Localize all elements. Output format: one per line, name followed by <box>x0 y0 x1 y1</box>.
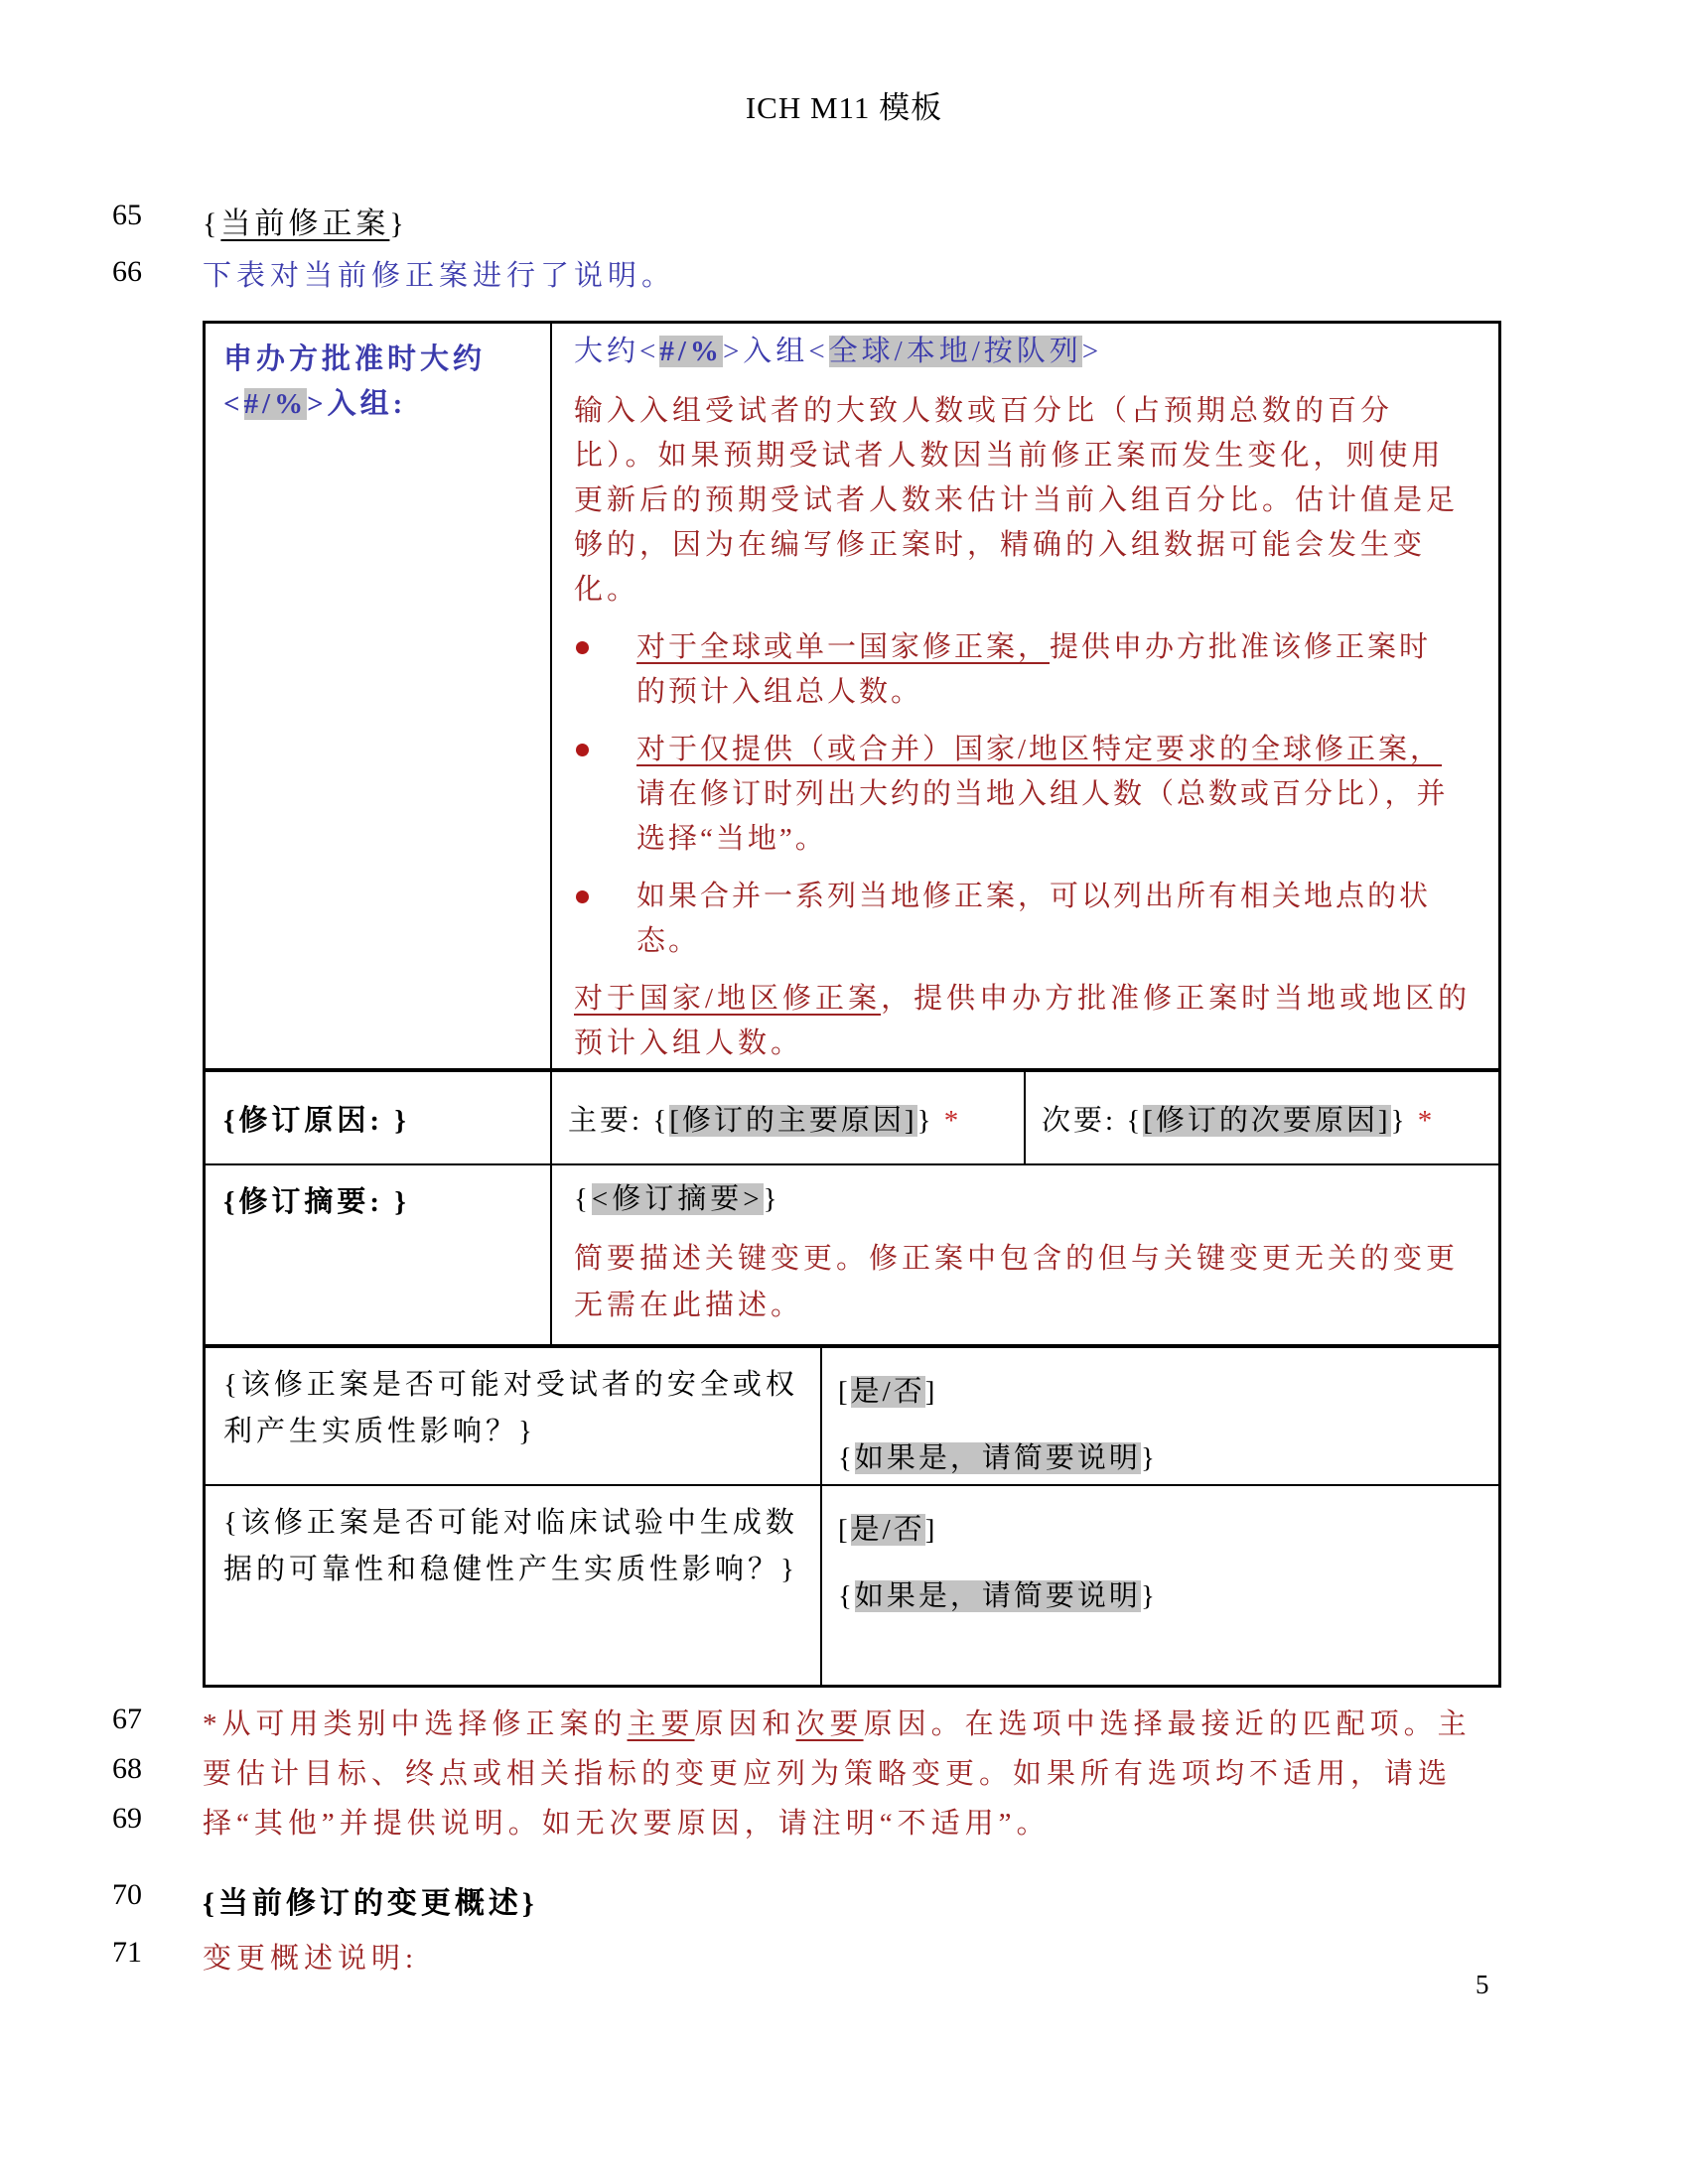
list-item <box>574 625 1477 715</box>
enrolment-label-cell <box>206 324 552 1068</box>
line-number-70: 70 <box>112 1878 142 1911</box>
number-percent-field[interactable]: #/% <box>659 336 723 367</box>
footnote-text: 原因和 <box>694 1708 796 1740</box>
secondary-reason-text <box>1042 1098 1435 1139</box>
bracket: [ <box>838 1514 851 1546</box>
closing-lead: 对于国家/地区修正案 <box>574 983 882 1015</box>
primary-reason-cell <box>552 1072 1026 1163</box>
scope-field[interactable]: 全球/本地/按队列 <box>828 336 1082 367</box>
summary-label-cell: {修订摘要: } <box>206 1165 552 1344</box>
bullet-lead: 对于仅提供（或合并）国家/地区特定要求的全球修正案， <box>636 734 1443 765</box>
heading-current-amendment <box>203 199 408 242</box>
heading-change-overview: {当前修订的变更概述} <box>203 1887 538 1920</box>
bullet-lead: 对于全球或单一国家修正案， <box>636 631 1051 663</box>
angle-bracket: > <box>1081 336 1103 367</box>
brace: } <box>763 1183 781 1215</box>
reliability-question-cell: {该修正案是否可能对临床试验中生成数据的可靠性和稳健性产生实质性影响？} <box>206 1486 822 1685</box>
bullet-icon <box>576 744 589 756</box>
brace: { <box>652 1104 670 1137</box>
bullet-rest: 如果合并一系列当地修正案，可以列出所有相关地点的状态。 <box>636 881 1432 957</box>
asterisk: * <box>1417 1104 1436 1137</box>
table-row-safety-question <box>206 1348 1498 1486</box>
bullet-text <box>636 875 1459 964</box>
yes-no-field[interactable]: 是/否 <box>850 1376 925 1408</box>
enrolment-value-line <box>574 330 1477 374</box>
secondary-prefix: 次要: <box>1042 1104 1127 1137</box>
closing-paragraph <box>574 977 1477 1066</box>
list-item <box>574 875 1477 964</box>
summary-value-cell <box>552 1165 1498 1344</box>
brace: { <box>838 1580 855 1612</box>
brace: } <box>916 1104 934 1137</box>
brace: { <box>1126 1104 1144 1137</box>
safety-answer-cell <box>822 1348 1498 1484</box>
reliability-answer-cell <box>822 1486 1498 1685</box>
line-number-66: 66 <box>112 255 142 288</box>
brace: { <box>203 207 221 240</box>
angle-bracket: < <box>808 336 829 367</box>
safety-question-cell: {该修正案是否可能对受试者的安全或权利产生实质性影响？} <box>206 1348 822 1484</box>
value-text: 大约 <box>574 336 640 367</box>
table-row-reliability-question <box>206 1486 1498 1685</box>
brace: } <box>389 207 408 240</box>
intro-sentence: 下表对当前修正案进行了说明。 <box>203 260 676 292</box>
primary-reason-field[interactable]: [修订的主要原因] <box>669 1104 917 1137</box>
value-text: 入组 <box>743 336 809 367</box>
page-title: ICH M11 模板 <box>745 90 943 125</box>
explain-line <box>838 1436 1482 1481</box>
line-number-65: 65 <box>112 199 142 231</box>
list-item <box>574 728 1477 862</box>
angle-bracket: < <box>639 336 660 367</box>
explain-field[interactable]: 如果是，请简要说明 <box>854 1442 1141 1474</box>
brace: { <box>838 1442 855 1474</box>
yes-no-line <box>838 1370 1482 1415</box>
bracket: ] <box>924 1514 938 1546</box>
secondary-reason-field[interactable]: [修订的次要原因] <box>1143 1104 1391 1137</box>
summary-field[interactable]: <修订摘要> <box>591 1183 764 1215</box>
asterisk: * <box>943 1104 962 1137</box>
primary-reason-text <box>568 1098 961 1139</box>
footnote-paragraph <box>203 1700 1493 1848</box>
footnote-text: 原因。在选项中选择最接近的匹配项。主要估计目标、终点或相关指标的变更应列为策略变更。如果所有选项均不适用，请选择“其他”并提供说明。如无次要原因，请注明“不适用”。 <box>203 1708 1472 1840</box>
angle-bracket: > <box>722 336 744 367</box>
brace: } <box>1140 1442 1158 1474</box>
table-row-reason <box>206 1072 1498 1165</box>
explain-field[interactable]: 如果是，请简要说明 <box>854 1580 1141 1612</box>
summary-guidance: 简要描述关键变更。修正案中包含的但与关键变更无关的变更无需在此描述。 <box>574 1243 1460 1321</box>
label-suffix: 入组: <box>327 388 407 420</box>
brace: { <box>574 1183 592 1215</box>
line-number-68: 68 <box>112 1752 142 1785</box>
amendment-details-table <box>203 321 1501 1688</box>
table-row-summary <box>206 1165 1498 1348</box>
closing-rest: ，提供申办方批准修正案时当地或地区的预计入组人数。 <box>574 983 1472 1059</box>
angle-bracket: < <box>223 388 244 420</box>
brace: } <box>1390 1104 1408 1137</box>
bracket: ] <box>924 1376 938 1408</box>
bullet-icon <box>576 890 589 903</box>
bullet-text <box>636 625 1459 715</box>
number-percent-field[interactable]: #/% <box>243 388 308 420</box>
primary-underlined: 主要 <box>627 1708 695 1740</box>
secondary-underlined: 次要 <box>795 1708 864 1740</box>
bullet-rest: 请在修订时列出大约的当地入组人数（总数或百分比），并选择“当地”。 <box>636 778 1449 855</box>
enrolment-value-cell <box>552 324 1498 1068</box>
table-row-enrolment <box>206 324 1498 1072</box>
brace: } <box>1140 1580 1158 1612</box>
primary-prefix: 主要: <box>568 1104 653 1137</box>
footnote-text: *从可用类别中选择修正案的 <box>203 1708 628 1740</box>
angle-bracket: > <box>307 388 328 420</box>
change-overview-label: 变更概述说明: <box>203 1943 419 1975</box>
line-number-71: 71 <box>112 1936 142 1969</box>
yes-no-line <box>838 1508 1482 1553</box>
guidance-paragraph: 输入入组受试者的大致人数或百分比（占预期总数的百分比）。如果预期受试者人数因当前修正案而发生变化，则使用更新后的预期受试者人数来估计当前入组百分比。估计值是足够的，因为在编写修正案时，精确的入组数据可能会发生变化。 <box>574 395 1460 606</box>
bracket: [ <box>838 1376 851 1408</box>
yes-no-field[interactable]: 是/否 <box>850 1514 925 1546</box>
line-number-69: 69 <box>112 1802 142 1835</box>
heading-text: 当前修正案 <box>220 207 390 240</box>
label-text: 申办方批准时大约 <box>223 343 487 375</box>
line-number-67: 67 <box>112 1703 142 1735</box>
page-number: 5 <box>1476 1970 1489 1999</box>
secondary-reason-cell <box>1026 1072 1498 1163</box>
bullet-rest: 提供申办方批准该修正案时的预计入组总人数。 <box>636 631 1432 708</box>
summary-field-line <box>574 1177 1477 1222</box>
bullet-text <box>636 728 1459 862</box>
reason-label-cell: {修订原因: } <box>206 1072 552 1163</box>
explain-line <box>838 1574 1482 1619</box>
bullet-icon <box>576 641 589 654</box>
